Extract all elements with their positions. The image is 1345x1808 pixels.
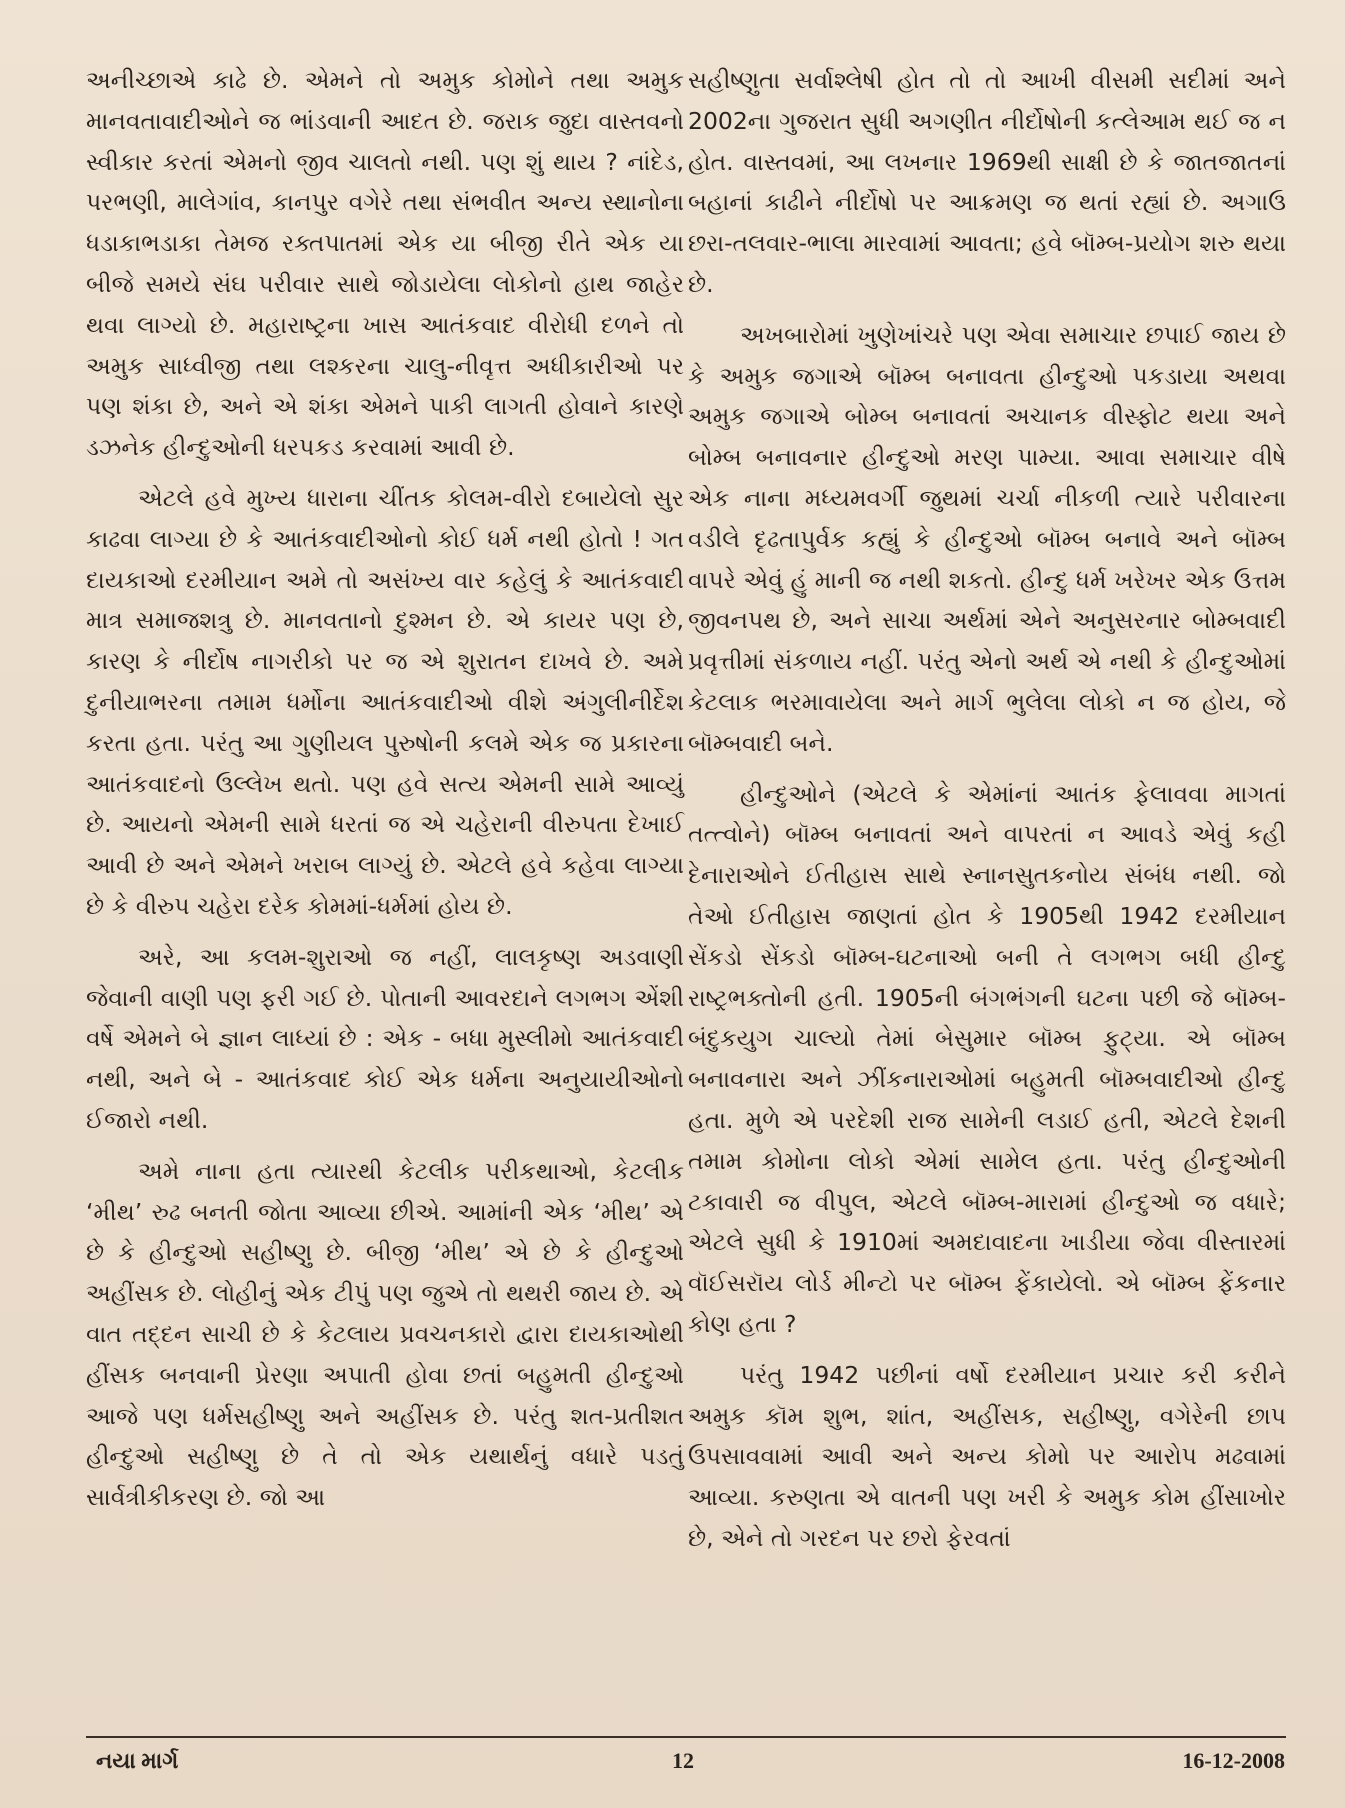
footer-divider [86,1736,1286,1738]
right-column [688,60,1286,1559]
issue-date: 16-12-2008 [1182,1748,1285,1773]
paragraph: એટલે હવે મુખ્ય ધારાના ચીંતક કોલમ-વીરો દબાયેલો સુર કાઢવા લાગ્યા છે કે આતંકવાદીઓનો કોઈ ધર્મ નથી હોતો ! ગત દાયકાઓ દરમીયાન અમે તો અસંખ્ય વાર કહેલું કે આતંકવાદી માત્ર સમાજશત્રુ છે. માનવતાનો દુશ્મન છે. એ કાયર પણ છે, કારણ કે નીર્દોષ નાગરીકો પર જ એ શુરાતન દાખવે છે. અમે દુનીયાભરના તમામ ધર્મોના આતંકવાદીઓ વીશે અંગુલીનીર્દેશ કરતા હતા. પરંતુ આ ગુણીયલ પુરુષોની કલમે એક જ પ્રકારના આતંકવાદનો ઉલ્લેખ થતો. પણ હવે સત્ય એમની સામે આવ્યું છે. આયનો એમની સામે ધરતાં જ એ ચહેરાની વીરુપતા દેખાઈ આવી છે અને એમને ખરાબ લાગ્યું છે. એટલે હવે કહેવા લાગ્યા છે કે વીરુપ ચહેરા દરેક કોમમાં-ધર્મમાં હોય છે. [86,483,684,920]
page-number: 12 [672,1748,694,1773]
paragraph: અનીચ્છાએ કાઢે છે. એમને તો અમુક કોમોને તથા અમુક માનવતાવાદીઓને જ ભાંડવાની આદત છે. જરાક જુદા વાસ્તવનો સ્વીકાર કરતાં એમનો જીવ ચાલતો નથી. પણ શું થાય ? નાંદેડ, પરભણી, માલેગાંવ, કાનપુર વગેરે તથા સંભવીત અન્ય સ્થાનોના ધડાકાભડાકા તેમજ રક્તપાતમાં એક યા બીજી રીતે એક યા બીજે સમયે સંઘ પરીવાર સાથે જોડાયેલા લોકોનો હાથ જાહેર થવા લાગ્યો છે. મહારાષ્ટ્રના ખાસ આતંકવાદ વીરોધી દળને તો અમુક સાધ્વીજી તથા લશ્કરના ચાલુ-નીવૃત્ત અધીકારીઓ પર પણ શંકા છે, અને એ શંકા એમને પાકી લાગતી હોવાને કારણે ડઝનેક હીન્દુઓની ધરપકડ કરવામાં આવી છે. [86,66,684,462]
paragraph: અમે નાના હતા ત્યારથી કેટલીક પરીકથાઓ, કેટલીક ‘મીથ’ રુઢ બનતી જોતા આવ્યા છીએ. આમાંની એક ‘મીથ’ એ છે કે હીન્દુઓ સહીષ્ણુ છે. બીજી ‘મીથ’ એ છે કે હીન્દુઓ અહીંસક છે. લોહીનું એક ટીપું પણ જુએ તો થથરી જાય છે. એ વાત તદ્દન સાચી છે કે કેટલાય પ્રવચનકારો દ્વારા દાયકાઓથી હીંસક બનવાની પ્રેરણા અપાતી હોવા છતાં બહુમતી હીન્દુઓ આજે પણ ધર્મસહીષ્ણુ અને અહીંસક છે. પરંતુ શત-પ્રતીશત હીન્દુઓ સહીષ્ણુ છે તે તો એક યથાર્થનું વધારે પડતું સાર્વત્રીકીકરણ છે. જો આ [86,1156,684,1512]
paragraph: હીન્દુઓને (એટલે કે એમાંનાં આતંક ફેલાવવા માગતાં તત્ત્વોને) બૉમ્બ બનાવતાં અને વાપરતાં ન આવડે એવું કહી દેનારાઓને ઈતીહાસ સાથે સ્નાનસુતકનોય સંબંધ નથી. જો તેઓ ઈતીહાસ જાણતાં હોત કે 1905થી 1942 દરમીયાન સેંકડો સેંકડો બૉમ્બ-ઘટનાઓ બની તે લગભગ બધી હીન્દુ રાષ્ટ્રભક્તોની હતી. 1905ની બંગભંગની ઘટના પછી જે બૉમ્બ-બંદુકયુગ ચાલ્યો તેમાં બેસુમાર બૉમ્બ ફુટ્યા. એ બૉમ્બ બનાવનારા અને ઝીંકનારાઓમાં બહુમતી બૉમ્બવાદીઓ હીન્દુ હતા. મુળે એ પરદેશી રાજ સામેની લડાઈ હતી, એટલે દેશની તમામ કોમોના લોકો એમાં સામેલ હતા. પરંતુ હીન્દુઓની ટકાવારી જ વીપુલ, એટલે બૉમ્બ-મારામાં હીન્દુઓ જ વધારે; એટલે સુધી કે 1910માં અમદાવાદના ખાડીયા જેવા વીસ્તારમાં વૉઈસરૉય લોર્ડ મીન્ટો પર બૉમ્બ ફેંકાયેલો. એ બૉમ્બ ફેંકનાર કોણ હતા ? [688,779,1286,1338]
paragraph: પરંતુ 1942 પછીનાં વર્ષો દરમીયાન પ્રચાર કરી કરીને અમુક કૉમ શુભ, શાંત, અહીંસક, સહીષ્ણુ, વગેરેની છાપ ઉપસાવવામાં આવી અને અન્ય કોમો પર આરોપ મઢવામાં આવ્યા. કરુણતા એ વાતની પણ ખરી કે અમુક કોમ હીંસાખોર છે, એને તો ગરદન પર છરો ફેરવતાં [688,1360,1286,1552]
left-column [86,60,684,1518]
publication-name: નયા માર્ગ [96,1748,179,1773]
paragraph: અરે, આ કલમ-શુરાઓ જ નહીં, લાલકૃષ્ણ અડવાણી જેવાની વાણી પણ ફરી ગઈ છે. પોતાની આવરદાને લગભગ એંશી વર્ષે એમને બે જ્ઞાન લાધ્યાં છે : એક - બધા મુસ્લીમો આતંકવાદી નથી, અને બે - આતંકવાદ કોઈ એક ધર્મના અનુયાયીઓનો ઈજારો નથી. [86,942,684,1134]
paragraph: સહીષ્ણુતા સર્વાશ્લેષી હોત તો તો આખી વીસમી સદીમાં અને 2002ના ગુજરાત સુધી અગણીત નીર્દોષોની કત્લેઆમ થઈ જ ન હોત. વાસ્તવમાં, આ લખનાર 1969થી સાક્ષી છે કે જાતજાતનાં બહાનાં કાઢીને નીર્દોષો પર આક્રમણ જ થતાં રહ્યાં છે. અગાઉ છરા-તલવાર-ભાલા મારવામાં આવતા; હવે બૉમ્બ-પ્રયોગ શરુ થયા છે. [688,66,1286,298]
paragraph: અખબારોમાં ખુણેખાંચરે પણ એવા સમાચાર છપાઈ જાય છે કે અમુક જગાએ બૉમ્બ બનાવતા હીન્દુઓ પકડાયા અથવા અમુક જગાએ બોમ્બ બનાવતાં અચાનક વીસ્ફોટ થયા અને બોમ્બ બનાવનાર હીન્દુઓ મરણ પામ્યા. આવા સમાચાર વીષે એક નાના મધ્યમવર્ગી જુથમાં ચર્ચા નીકળી ત્યારે પરીવારના વડીલે દૃઢતાપુર્વક કહ્યું કે હીન્દુઓ બૉમ્બ બનાવે અને બૉમ્બ વાપરે એવું હું માની જ નથી શકતો. હીન્દુ ધર્મ ખરેખર એક ઉત્તમ જીવનપથ છે, અને સાચા અર્થમાં એને અનુસરનાર બોમ્બવાદી પ્રવૃત્તીમાં સંકળાય નહીં. પરંતુ એનો અર્થ એ નથી કે હીન્દુઓમાં કેટલાક ભરમાવાયેલા અને માર્ગ ભુલેલા લોકો ન જ હોય, જે બૉમ્બવાદી બને. [688,320,1286,757]
